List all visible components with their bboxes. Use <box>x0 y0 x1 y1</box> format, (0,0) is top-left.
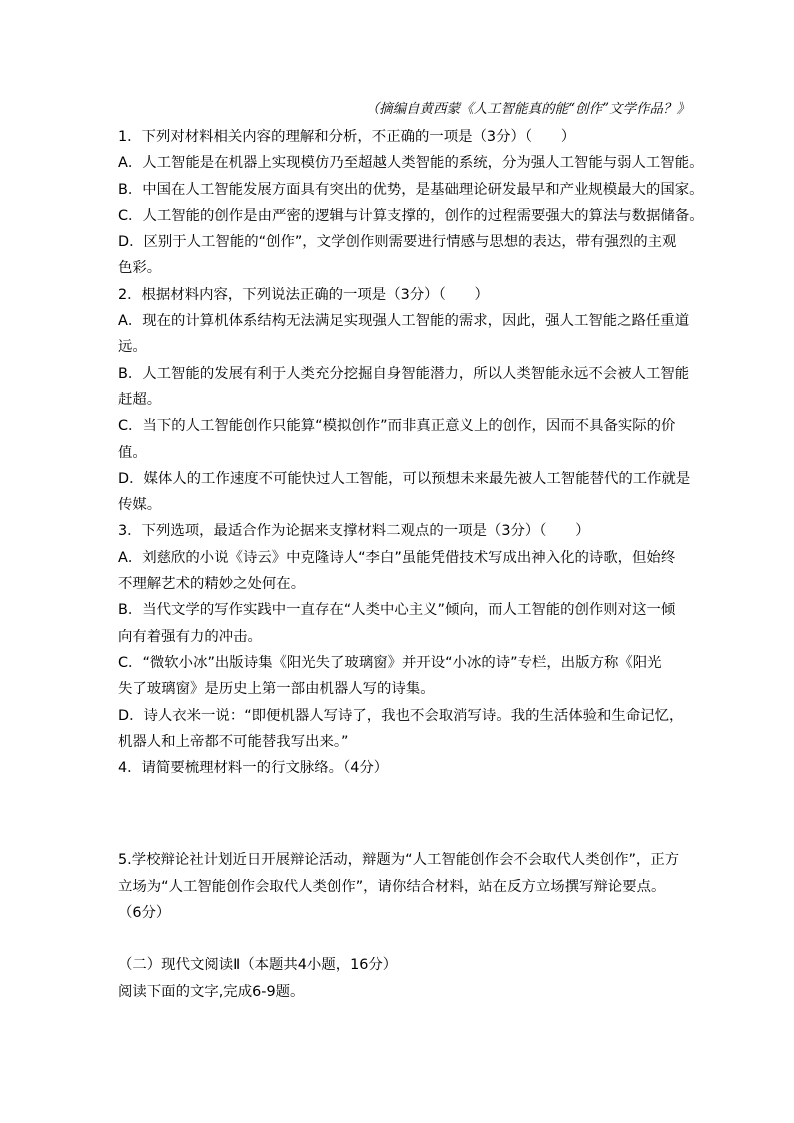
question-3-option-c: C．“微软小冰”出版诗集《阳光失了玻璃窗》并开设“小冰的诗”专栏，出版方称《阳光 <box>118 654 662 671</box>
question-2-option-a: A．现在的计算机体系结构无法满足实现强人工智能的需求，因此，强人工智能之路任重道 <box>118 313 690 330</box>
question-5-line-1: 5.学校辩论社计划近日开展辩论活动，辩题为“人工智能创作会不会取代人类创作”，正方 <box>118 852 680 869</box>
question-3-option-a: A．刘慈欣的小说《诗云》中克隆诗人“李白”虽能凭借技术写成出神入化的诗歌，但始终 <box>118 549 676 566</box>
question-1 <box>118 124 704 282</box>
question-2-option-c-cont: 值。 <box>118 444 147 461</box>
question-3-option-c-cont: 失了玻璃窗》是历史上第一部由机器人写的诗集。 <box>118 681 435 698</box>
question-3 <box>118 518 690 755</box>
question-1-option-b: B．中国在人工智能发展方面具有突出的优势，是基础理论研发最早和产业规模最大的国家。 <box>118 181 704 198</box>
question-2-option-d: D．媒体人的工作速度不可能快过人工智能，可以预想未来最先被人工智能替代的工作就是 <box>118 470 691 487</box>
question-2-stem: 2．根据材料内容，下列说法正确的一项是（3分）（ ） <box>118 286 489 303</box>
question-3-option-d-cont: 机器人和上帝都不可能替我写出来。” <box>118 733 349 750</box>
section-2-instruction: 阅读下面的文字,完成6-9题。 <box>118 983 305 1000</box>
question-4 <box>118 755 690 781</box>
exam-page <box>118 98 704 1005</box>
question-1-option-d: D．区别于人工智能的“创作”，文学创作则需要进行情感与思想的表达，带有强烈的主观 <box>118 234 677 251</box>
question-2-option-a-cont: 远。 <box>118 339 147 356</box>
question-2-option-c: C．当下的人工智能创作只能算“模拟创作”而非真正意义上的创作，因而不具备实际的价 <box>118 418 676 435</box>
question-2 <box>118 282 690 519</box>
question-2-option-d-cont: 传媒。 <box>118 497 162 514</box>
question-1-option-c: C．人工智能的创作是由严密的逻辑与计算支撑的，创作的过程需要强大的算法与数据储备。 <box>118 207 704 224</box>
section-2 <box>118 952 690 1005</box>
question-1-stem: 1．下列对材料相关内容的理解和分析，不正确的一项是（3分）（ ） <box>118 129 576 145</box>
question-1-option-d-cont: 色彩。 <box>118 260 162 277</box>
question-3-stem: 3．下列选项，最适合作为论据来支撑材料二观点的一项是（3分）（ ） <box>118 523 590 540</box>
question-2-option-b-cont: 赶超。 <box>118 391 162 408</box>
question-5-line-2: 立场为“人工智能创作会取代人类创作”，请你结合材料，站在反方立场撰写辩论要点。 <box>118 878 666 895</box>
question-1-option-a: A．人工智能是在机器上实现模仿乃至超越人类智能的系统，分为强人工智能与弱人工智能。 <box>118 155 704 172</box>
source-citation: （摘编自黄西蒙《人工智能真的能“创作”文学作品？》 <box>365 101 690 117</box>
section-2-heading: （二）现代文阅读Ⅱ（本题共4小题，16分） <box>118 957 398 974</box>
question-3-option-a-cont: 不理解艺术的精妙之处何在。 <box>118 576 306 593</box>
question-2-option-b: B．人工智能的发展有利于人类充分挖掘自身智能潜力，所以人类智能永远不会被人工智能 <box>118 365 690 382</box>
question-3-option-b-cont: 向有着强有力的冲击。 <box>118 628 262 645</box>
question-3-option-b: B．当代文学的写作实践中一直存在“人类中心主义”倾向，而人工智能的创作则对这一倾 <box>118 602 676 619</box>
question-4-stem: 4．请简要梳理材料一的行文脉络。（4分） <box>118 760 389 777</box>
question-5 <box>118 847 690 926</box>
question-3-option-d: D．诗人衣米一说：“即便机器人写诗了，我也不会取消写诗。我的生活体验和生命记忆， <box>118 707 684 724</box>
question-5-points: （6分） <box>118 905 171 922</box>
answer-space <box>118 781 690 847</box>
answer-space <box>118 926 690 952</box>
